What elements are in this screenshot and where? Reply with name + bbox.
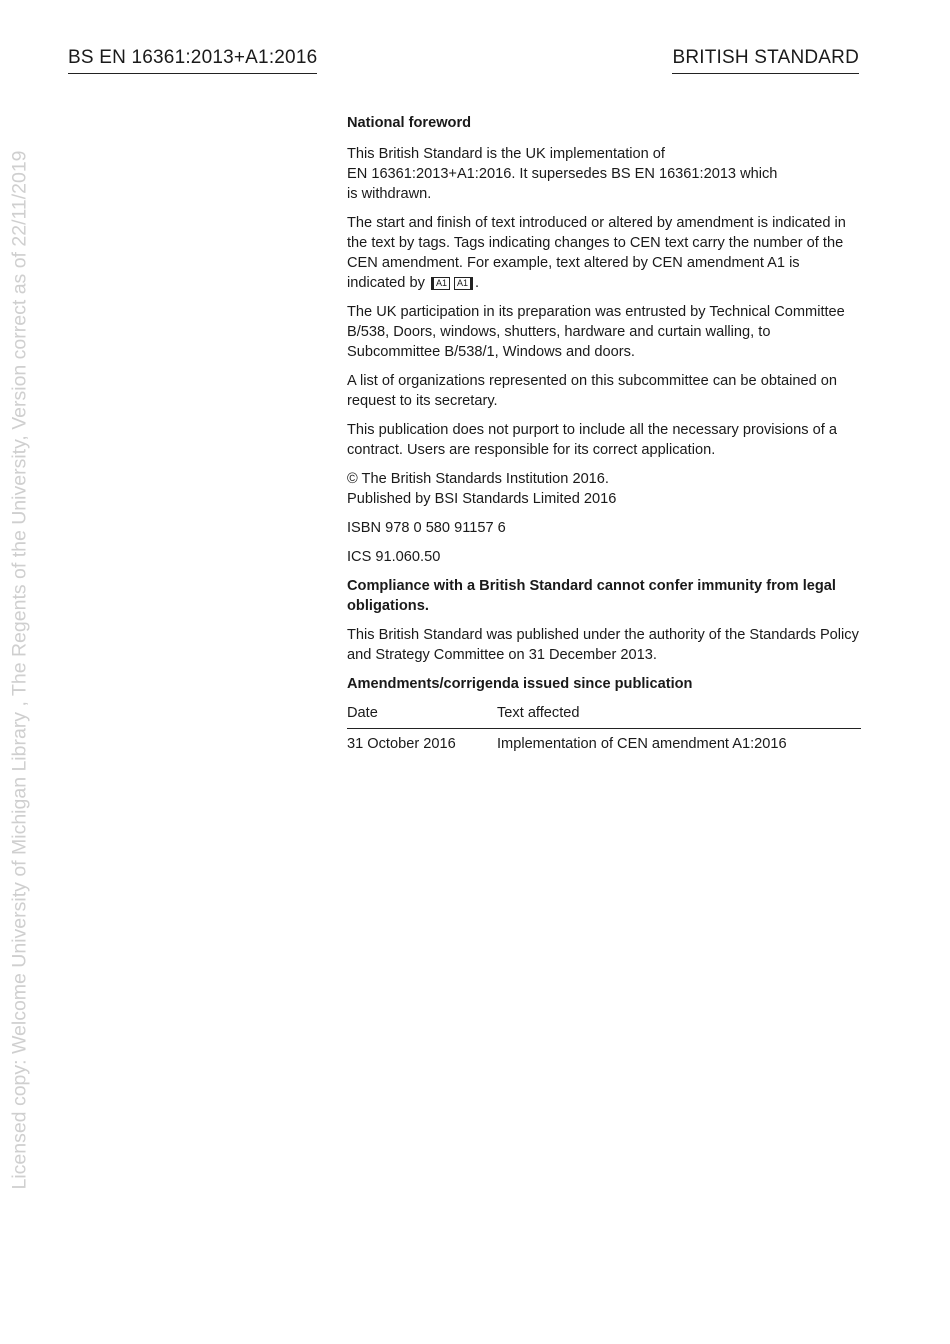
amendment-date: 31 October 2016 — [347, 736, 456, 752]
amendment-text: Implementation of CEN amendment A1:2016 — [497, 736, 787, 752]
amendments-title: Amendments/corrigenda issued since publication — [347, 676, 693, 692]
publisher-line: Published by BSI Standards Limited 2016 — [347, 491, 617, 507]
british-standard-header: BRITISH STANDARD — [672, 45, 859, 74]
amendment-tags-paragraph — [347, 213, 862, 293]
amendments-table — [347, 703, 861, 754]
license-watermark-text: Licensed copy: Welcome University of Michigan Library , The Regents of the University, Version correct as of 22/11/2019 — [8, 150, 31, 1190]
amendment-tags-end: . — [474, 275, 480, 291]
copyright-line: © The British Standards Institution 2016. — [347, 471, 609, 487]
amendments-text-header: Text affected — [497, 703, 861, 729]
copyright-block — [347, 469, 862, 509]
implementation-paragraph — [347, 144, 862, 204]
amendment-tags-text: The start and finish of text introduced or altered by amendment is indicated in the text by tags. Tags indicating changes to CEN text carry the number of the CEN amendment. For example, text altered by CEN amendment A1 is indicated by — [347, 215, 846, 291]
compliance-statement: Compliance with a British Standard cannot confer immunity from legal obligations. — [347, 578, 836, 614]
foreword-title: National foreword — [347, 115, 472, 131]
implementation-line-2: EN 16361:2013+A1:2016. It supersedes BS EN 16361:2013 which — [347, 166, 778, 182]
implementation-line-3: is withdrawn. — [347, 186, 432, 202]
amendments-date-header: Date — [347, 703, 497, 729]
amendment-close-tag-icon: A1 — [454, 277, 473, 290]
implementation-line-1: This British Standard is the UK implementation of — [347, 146, 665, 162]
national-foreword — [347, 111, 862, 754]
table-row — [347, 729, 861, 755]
standard-number-header: BS EN 16361:2013+A1:2016 — [68, 45, 317, 74]
amendment-open-tag-icon: A1 — [431, 277, 450, 290]
provisions-paragraph: This publication does not purport to include all the necessary provisions of a contract. Users are responsible for its correct application. — [347, 422, 837, 458]
authority-paragraph: This British Standard was published under the authority of the Standards Policy and Strategy Committee on 31 December 2013. — [347, 627, 859, 663]
uk-participation-paragraph: The UK participation in its preparation was entrusted by Technical Committee B/538, Doors, windows, shutters, hardware and curtain walling, to Subcommittee B/538/1, Windows and doors. — [347, 304, 845, 360]
isbn: ISBN 978 0 580 91157 6 — [347, 520, 506, 536]
organizations-paragraph: A list of organizations represented on this subcommittee can be obtained on request to its secretary. — [347, 373, 838, 409]
amendments-header-row — [347, 703, 861, 729]
ics: ICS 91.060.50 — [347, 549, 441, 565]
